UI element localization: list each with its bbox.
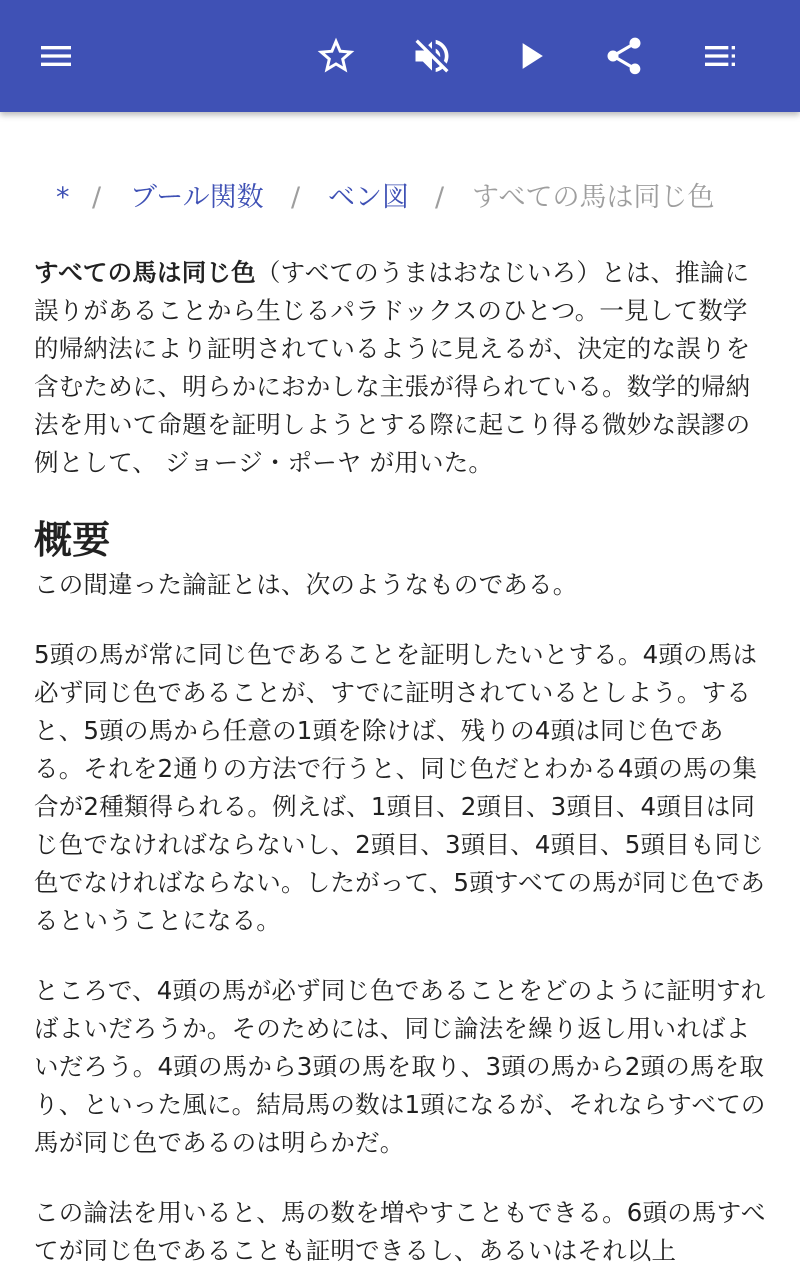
section-heading-overview: 概要 [34, 518, 111, 562]
breadcrumb-item-boolean-function[interactable]: ブール関数 [130, 182, 264, 213]
article-view[interactable] [0, 112, 800, 1280]
paragraph-2: 5頭の馬が常に同じ色であることを証明したいとする。4頭の馬は必ず同じ色であることが、すでに証明されているとしよう。すると、5頭の馬から任意の1頭を除けば、残りの4頭は同じ色である。それを2通りの方法で行うと、同じ色だとわかる4頭の馬の集合が2種類得られる。例えば、1頭目、2頭目、3頭目、4頭目は同じ色でなければならないし、2頭目、3頭目、4頭目、5頭目も同じ色でなければならない。したがって、5頭すべての馬が同じ色であるということになる。 [34, 640, 766, 935]
breadcrumb-separator: / [291, 182, 301, 213]
breadcrumb [0, 178, 800, 218]
breadcrumb-current: すべての馬は同じ色 [472, 182, 715, 213]
intro-paragraph [34, 254, 770, 482]
paragraph-1: この間違った論証とは、次のようなものである。 [34, 570, 578, 599]
share-icon[interactable] [596, 28, 652, 84]
menu-icon[interactable] [28, 28, 84, 84]
article-title-bold: すべての馬は同じ色 [34, 258, 256, 287]
breadcrumb-home-link[interactable]: * [56, 182, 70, 213]
breadcrumb-item-venn-diagram[interactable]: ベン図 [328, 182, 409, 213]
paragraph-3: ところで、4頭の馬が必ず同じ色であることをどのように証明すればよいだろうか。そのためには、同じ論法を繰り返し用いればよいだろう。4頭の馬から3頭の馬を取り、3頭の馬から2頭の馬を取り、といった風に。結局馬の数は1頭になるが、それならすべての馬が同じ色であるのは明らかだ。 [34, 976, 766, 1157]
article-body [34, 254, 770, 1280]
app-bar [0, 0, 800, 112]
volume-off-icon[interactable] [404, 28, 460, 84]
intro-text: （すべてのうまはおなじいろ）とは、推論に誤りがあることから生じるパラドックスのひとつ。一見して数学的帰納法により証明されているように見えるが、決定的な誤りを含むために、明らかにおかしな主張が得られている。数学的帰納法を用いて命題を証明しようとする際に起こり得る微妙な誤謬の例として、 ジョージ・ポーヤ が用いた。 [34, 258, 751, 477]
paragraph-4: この論法を用いると、馬の数を増やすこともできる。6頭の馬すべてが同じ色であることも証明できるし、あるいはそれ以上 [34, 1198, 766, 1265]
toc-list-icon[interactable] [692, 28, 748, 84]
breadcrumb-separator: / [435, 182, 445, 213]
play-icon[interactable] [502, 28, 558, 84]
star-outline-icon[interactable] [308, 28, 364, 84]
breadcrumb-separator: / [92, 182, 102, 213]
